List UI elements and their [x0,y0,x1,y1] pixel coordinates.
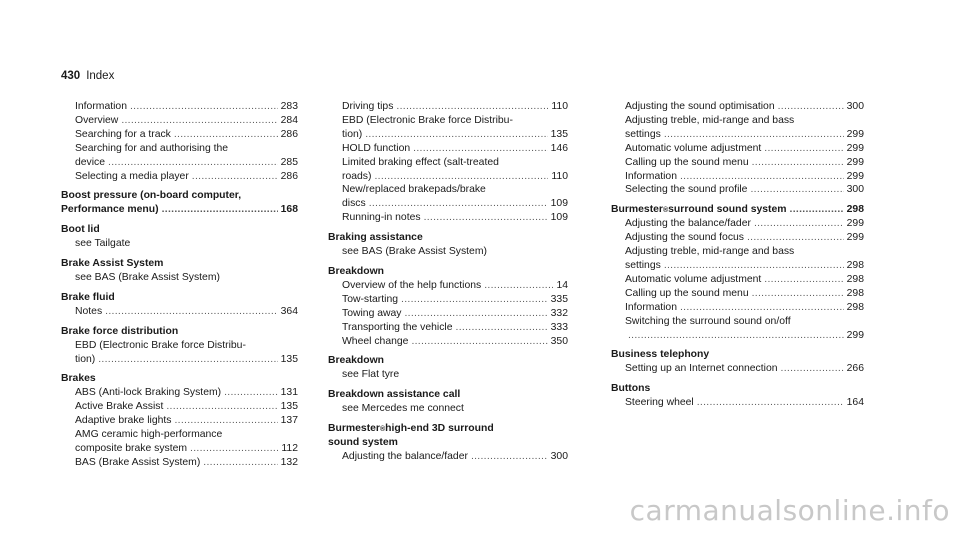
entry-text: Brake force distribution [61,325,179,337]
entry-text: AMG ceramic high-performance [75,429,223,441]
entry-text: BAS (Brake Assist System) [75,456,201,468]
entry-text: Overview [75,114,119,126]
entry-text: Wheel change [342,335,409,347]
page-number: 430 [61,70,81,82]
entry-text: Switching the surround sound on/off [625,315,791,327]
index-subentry [328,293,568,307]
entry-text: Setting up an Internet connection [625,363,778,375]
index-subentry [611,114,864,142]
index-subentry [611,301,864,315]
entry-text: Searching for a track [75,128,171,140]
leader-dots [664,259,844,273]
leader-dots [105,305,278,319]
index-heading [61,189,298,217]
entry-text: Brake fluid [61,291,115,303]
index-subentry [61,142,298,170]
index-subentry [328,114,568,142]
entry-text: Burmester [611,204,663,216]
index-subentry [61,170,298,184]
index-subentry [61,386,298,400]
leader-dots [752,287,844,301]
index-column-2 [328,100,568,464]
index-subentry [61,114,298,128]
entry-continuation: tion) [342,128,363,140]
entry-text: high-end 3D surround [385,423,494,435]
leader-dots [697,396,844,410]
entry-text: Automatic volume adjustment [625,273,762,285]
entry-text: Burmester [328,423,380,435]
entry-text: Information [625,301,677,313]
entry-text: Adaptive brake lights [75,415,172,427]
page-reference: 266 [846,363,864,375]
page-reference: 135 [280,353,298,365]
entry-text: Information [75,101,127,112]
index-subentry [328,368,568,382]
index-heading [61,325,298,339]
page-reference: 283 [280,101,298,112]
entry-text: Calling up the sound menu [625,156,749,168]
page-reference: 300 [846,101,864,112]
index-heading [61,372,298,386]
leader-dots [413,142,548,156]
page-reference: 285 [280,156,298,168]
index-heading [61,223,298,237]
index-subentry [61,100,298,114]
index-subentry [611,287,864,301]
page-reference: 299 [846,156,864,168]
page-reference: 135 [280,401,298,413]
page-reference: 164 [846,397,864,409]
leader-dots [424,211,548,225]
page-reference: 298 [846,273,864,285]
leader-dots [456,321,548,335]
entry-continuation: roads) [342,170,372,182]
page-reference: 300 [846,184,864,196]
leader-dots [471,450,548,464]
entry-text: Automatic volume adjustment [625,142,762,154]
leader-dots [778,100,844,114]
entry-continuation: composite brake system [75,442,188,454]
index-subentry [328,307,568,321]
entry-text: HOLD function [342,142,411,154]
page-reference: 109 [550,212,568,224]
entry-text: Business telephony [611,349,710,361]
entry-continuation: tion) [75,353,96,365]
index-heading [61,291,298,305]
index-heading [328,265,568,279]
entry-text: Towing away [342,307,402,319]
entry-continuation: discs [342,198,366,210]
index-column-3 [611,100,864,410]
leader-dots [98,353,277,367]
page-reference: 131 [280,387,298,399]
entry-text: Adjusting treble, mid-range and bass [625,246,795,258]
page-reference: 298 [846,287,864,299]
page-reference: 110 [551,170,568,182]
index-heading: Burmester ® surround sound system ..... 298 [611,203,864,217]
entry-text: surround sound system [668,204,787,216]
page-reference: 146 [550,142,568,154]
index-subentry [328,100,568,114]
leader-dots [108,156,278,170]
index-subentry [611,396,864,410]
index-subentry [611,217,864,231]
index-subentry [328,335,568,349]
entry-text: Active Brake Assist [75,401,164,413]
page-reference: 112 [281,442,298,454]
leader-dots [411,335,547,349]
page-reference: 364 [280,305,298,317]
entry-text: EBD (Electronic Brake force Distribu- [75,339,246,351]
page-reference: 286 [280,170,298,182]
entry-text: see Flat tyre [342,369,400,381]
page-reference: 332 [550,307,568,319]
index-subentry [611,315,864,343]
leader-dots [369,197,548,211]
index-subentry [611,245,864,273]
leader-dots [174,414,277,428]
entry-text: Breakdown assistance call [328,389,461,401]
entry-continuation: settings [625,259,661,271]
leader-dots [396,100,548,114]
leader-dots [192,170,278,184]
entry-text: Transporting the vehicle [342,321,453,333]
page-reference: 299 [846,142,864,154]
index-subentry [61,339,298,367]
entry-text: ABS (Anti-lock Braking System) [75,387,222,399]
leader-dots [781,362,844,376]
leader-dots [680,301,844,315]
index-subentry [61,305,298,319]
leader-dots [750,183,843,197]
entry-text: Breakdown [328,265,385,277]
page-reference: 299 [846,170,864,182]
leader-dots [754,217,844,231]
leader-dots [747,231,844,245]
index-subentry [328,402,568,416]
leader-dots [130,100,278,114]
leader-dots [790,203,844,217]
leader-dots [203,456,277,470]
entry-text: Selecting the sound profile [625,184,748,196]
leader-dots [162,203,278,217]
page-reference: 137 [280,415,298,427]
page-reference: 350 [550,335,568,347]
page-reference: 300 [550,450,568,462]
leader-dots [190,442,278,456]
index-subentry [328,279,568,293]
leader-dots [224,386,278,400]
leader-dots [752,156,844,170]
index-subentry [328,156,568,184]
entry-text: Driving tips [342,101,394,112]
leader-dots [166,400,277,414]
leader-dots [664,128,844,142]
index-heading [61,257,298,271]
entry-text: Brakes [61,373,96,385]
entry-text: Running-in notes [342,212,421,224]
page-reference: 333 [550,321,568,333]
index-heading [611,348,864,362]
page-reference: 132 [280,456,298,468]
leader-dots [374,170,548,184]
entry-text: Breakdown [328,355,385,367]
entry-text: see BAS (Brake Assist System) [75,271,220,283]
index-subentry [611,100,864,114]
index-subentry [611,231,864,245]
entry-continuation: settings [625,128,661,140]
entry-text: see BAS (Brake Assist System) [342,246,487,258]
leader-dots [764,273,843,287]
section-title: Index [86,70,115,82]
page-reference: 299 [846,128,864,140]
index-subentry [61,456,298,470]
page-reference: 168 [280,204,298,216]
entry-continuation: sound system [328,436,398,448]
page-reference: 14 [556,279,568,291]
page-reference: 299 [846,329,864,341]
index-heading [328,231,568,245]
index-subentry [611,142,864,156]
entry-text: Overview of the help functions [342,279,482,291]
entry-continuation: device [75,156,106,168]
entry-text: EBD (Electronic Brake force Distribu- [342,114,513,126]
entry-text: Calling up the sound menu [625,287,749,299]
page-reference: 298 [846,204,864,216]
entry-text: see Tailgate [75,238,131,250]
index-subentry [611,170,864,184]
entry-text: Tow-starting [342,293,399,305]
index-subentry [328,142,568,156]
watermark: carmanualsonline.info [629,494,950,527]
entry-text: Adjusting treble, mid-range and bass [625,114,795,126]
index-subentry [611,273,864,287]
page-reference: 299 [846,232,864,244]
entry-text: Boot lid [61,224,100,236]
entry-text: Adjusting the sound focus [625,232,744,244]
index-heading [328,354,568,368]
entry-text: Selecting a media player [75,170,189,182]
index-heading [328,388,568,402]
index-subentry [61,128,298,142]
page-reference: 284 [280,114,298,126]
page-reference: 298 [846,301,864,313]
page-reference: 109 [550,198,568,210]
entry-text: Buttons [611,383,651,395]
index-subentry [61,400,298,414]
entry-text: see Mercedes me connect [342,403,464,415]
leader-dots [484,279,553,293]
entry-continuation: Performance menu) [61,204,159,216]
index-subentry [328,183,568,211]
leader-dots [405,307,548,321]
page-reference: 335 [550,293,568,305]
page-reference: 135 [550,128,568,140]
leader-dots [680,170,844,184]
page-reference: 299 [846,218,864,230]
index-subentry [61,414,298,428]
index-subentry [61,271,298,285]
leader-dots [174,128,278,142]
page-reference: 298 [846,259,864,271]
index-subentry [61,237,298,251]
page-reference: 286 [280,128,298,140]
index-subentry [328,211,568,225]
leader-dots [764,142,843,156]
entry-text: Adjusting the balance/fader [342,450,468,462]
entry-text: Notes [75,305,103,317]
entry-text: Braking assistance [328,232,423,244]
leader-dots [121,114,277,128]
index-subentry [328,321,568,335]
index-subentry [611,156,864,170]
index-subentry [328,450,568,464]
page-reference: 110 [551,101,568,112]
index-subentry [328,245,568,259]
leader-dots [628,329,844,343]
leader-dots [365,128,547,142]
leader-dots [401,293,548,307]
page-header [61,70,114,82]
entry-text: Brake Assist System [61,258,164,270]
entry-text: Adjusting the sound optimisation [625,101,775,112]
index-subentry [611,362,864,376]
entry-text: New/replaced brakepads/brake [342,184,486,196]
index-column-1 [61,100,298,470]
index-subentry [61,428,298,456]
index-heading [611,382,864,396]
entry-text: Boost pressure (on-board computer, [61,190,242,202]
entry-text: Steering wheel [625,397,694,409]
entry-text: Limited braking effect (salt-treated [342,156,499,168]
entry-text: Searching for and authorising the [75,142,229,154]
entry-text: Information [625,170,677,182]
entry-text: Adjusting the balance/fader [625,218,751,230]
index-subentry [611,183,864,197]
index-heading: Burmester ® high-end 3D surround sound system [328,423,494,448]
